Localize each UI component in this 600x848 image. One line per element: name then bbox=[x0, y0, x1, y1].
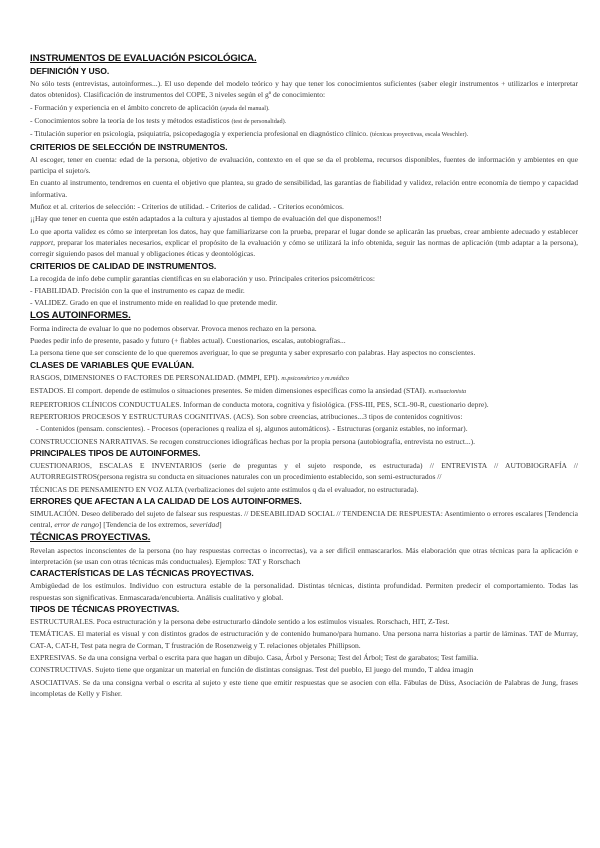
heading-tipos-tecnicas: TIPOS DE TÉCNICAS PROYECTIVAS. bbox=[30, 603, 180, 614]
paragraph: EXPRESIVAS. Se da una consigna verbal o escrita para que hagan un dibujo. Casa, Árbol y Persona; Test del Árbol; Test de garabatos; Test familia. bbox=[30, 652, 479, 662]
paragraph: La recogida de info debe cumplir garantías científicas en su elaboración y uso. Principales criterios psicométricos: bbox=[30, 273, 375, 283]
text-run: ] [Tendencia de los extremos, bbox=[98, 520, 188, 530]
italic-text: rapport bbox=[30, 237, 54, 247]
heading-criterios-seleccion: CRITERIOS DE SELECCIÓN DE INSTRUMENTOS. bbox=[30, 141, 228, 152]
note: m.psicométrico y m.médico bbox=[281, 374, 350, 382]
text-run: RASGOS, DIMENSIONES O FACTORES DE PERSONALIDAD. (MMPI, EPI). bbox=[30, 372, 280, 382]
heading-criterios-calidad: CRITERIOS DE CALIDAD DE INSTRUMENTOS. bbox=[30, 260, 217, 271]
paragraph: REPERTORIOS PROCESOS Y ESTRUCTURAS COGNITIVAS. (ACS). Son sobre creencias, atribuciones...3 tipos de contenidos cognitivos: bbox=[30, 412, 463, 422]
paragraph: - Contenidos (pensam. conscientes). - Procesos (operaciones q realiza el sj, algunos automáticos). - Estructuras (organiz estables, no informar). bbox=[36, 424, 468, 434]
paragraph bbox=[30, 508, 578, 530]
italic-text: severidad bbox=[189, 520, 220, 530]
paragraph: TEMÁTICAS. El material es visual y con distintos grados de estructuración y de contenido humano/para humano. Una persona narra historias a partir de láminas. TAT de Murray, CAT-A, CAT-H, Test pata negra de Corman, T frustración de Rosenzweig y T. relaciones objetales Phillipson. bbox=[30, 629, 578, 650]
note: m.situacionista bbox=[428, 388, 467, 396]
paragraph: - FIABILIDAD. Precisión con la que el instrumento es capaz de medir. bbox=[30, 285, 245, 295]
paragraph: CUESTIONARIOS, ESCALAS E INVENTARIOS (serie de preguntas y el sujeto responde, es estructurada) // ENTREVISTA // AUTOBIOGRAFÍA // AUTORREGISTROS(persona registra su conducta en situaciones naturales con un procedimiento establecido, son semi-estructurados // bbox=[30, 461, 578, 482]
paragraph: Ambigüedad de los estímulos. Individuo con estructura estable de la personalidad. Distintas técnicas, distinta profundidad. Permiten predecir el comportamiento. Todas las respuestas son significativas. Enmascarada/encubierta. Análisis cualitativo y global. bbox=[30, 581, 578, 602]
paragraph: La persona tiene que ser consciente de lo que queremos averiguar, lo que se pregunta y saber expresarlo con palabras. Hay aspectos no conscientes. bbox=[30, 348, 476, 358]
paragraph bbox=[30, 372, 578, 384]
paragraph: ¡¡Hay que tener en cuenta que estén adaptados a la cultura y ajustados al tiempo de evaluación del que disponemos!! bbox=[30, 214, 382, 224]
heading-tipos-autoinformes: PRINCIPALES TIPOS DE AUTOINFORMES. bbox=[30, 448, 201, 459]
paragraph: ASOCIATIVAS. Se da una consigna verbal o escrita al sujeto y este tiene que emitir respuestas que se asocien con ella. Fábulas de Düss, Asociación de Palabras de Jung, frases incompletas de Kelly y Fisher. bbox=[30, 677, 578, 698]
paragraph: CONSTRUCTIVAS. Sujeto tiene que organizar un material en función de distintas consignas. Test del pueblo, El juego del mundo, T aldea imagin bbox=[30, 665, 474, 675]
bullet-note: (test de personalidad). bbox=[231, 117, 287, 125]
text-run: ] bbox=[219, 520, 222, 530]
bullet-item bbox=[30, 128, 578, 140]
paragraph: En cuanto al instrumento, tendremos en cuenta el objetivo que plantea, su grado de sensibilidad, las garantías de fiabilidad y validez, relación entre economía de tiempo y capacidad informativa. bbox=[30, 178, 578, 199]
paragraph: CONSTRUCCIONES NARRATIVAS. Se recogen construcciones idiográficas hechas por la propia persona (autobiografía, entrevista no estruct...). bbox=[30, 436, 476, 446]
bullet-text: - Conocimientos sobre la teoría de los tests y métodos estadísticos bbox=[30, 115, 230, 125]
text-run: ESTADOS. El comport. depende de estímulos o situaciones presentes. Se miden dimensiones específicas como la ansiedad (STAI). bbox=[30, 386, 427, 396]
bullet-text: - Titulación superior en psicología, psiquiatría, psicopedagogía y experiencia profesional en diagnóstico clínico. bbox=[30, 129, 369, 139]
paragraph: Al escoger, tener en cuenta: edad de la persona, objetivo de evaluación, contexto en el que se da el problema, recursos disponibles, fuentes de información y ambientes en que participa el sujeto/s. bbox=[30, 154, 578, 175]
paragraph: No sólo tests (entrevistas, autoinformes...). El uso depende del modelo teórico y hay que tener los conocimientos suficientes (saber elegir instrumentos + utilizarlos e interpretar datos obtenidos). Clasificación de instrumentos del COPE, 3 niveles según el gº de conocimiento: bbox=[30, 79, 578, 100]
bullet-note: (ayuda del manual). bbox=[220, 104, 270, 112]
bullet-text: - Formación y experiencia en el ámbito concreto de aplicación bbox=[30, 102, 219, 112]
heading-errores: ERRORES QUE AFECTAN A LA CALIDAD DE LOS AUTOINFORMES. bbox=[30, 496, 302, 507]
document-page bbox=[30, 52, 578, 700]
text-run: Lo que aporta validez es cómo se interpretan los datos, hay que familiarizarse con la prueba, preparar el lugar donde se aplicarán las pruebas, crear ambiente adecuado y establecer bbox=[30, 226, 578, 236]
bullet-note: (técnicas proyectivas, escala Weschler). bbox=[369, 131, 469, 139]
paragraph: Puedes pedir info de presente, pasado y futuro (+ fiables actual). Cuestionarios, escalas, autobiografías... bbox=[30, 336, 346, 346]
document-title: INSTRUMENTOS DE EVALUACIÓN PSICOLÓGICA. bbox=[30, 53, 257, 64]
paragraph: - VALIDEZ. Grado en que el instrumento mide en realidad lo que pretende medir. bbox=[30, 298, 278, 308]
heading-autoinformes: LOS AUTOINFORMES. bbox=[30, 309, 131, 321]
bullet-item bbox=[30, 115, 578, 127]
bullet-item bbox=[30, 102, 578, 114]
paragraph: REPERTORIOS CLÍNICOS CONDUCTUALES. Informan de conducta motora, cognitiva y fisiológica. (FSS-III, PES, SCL-90-R, cuestionario depre). bbox=[30, 399, 489, 409]
paragraph: Forma indirecta de evaluar lo que no podemos observar. Provoca menos rechazo en la persona. bbox=[30, 323, 317, 333]
heading-tecnicas-proyectivas: TÉCNICAS PROYECTIVAS. bbox=[30, 531, 151, 543]
paragraph: ESTRUCTURALES. Poca estructuración y la persona debe estructurarlo dándole sentido a los estímulos visuales. Rorschach, HIT, Z-Test. bbox=[30, 616, 450, 626]
paragraph bbox=[30, 385, 578, 397]
paragraph: TÉCNICAS DE PENSAMIENTO EN VOZ ALTA (verbalizaciones del sujeto ante estímulos q da el evaluador, no estructurada). bbox=[30, 484, 419, 494]
text-run: , preparar los materiales necesarios, explicar el propósito de la evaluación y cómo se utilizará la info obtenida, seguir las normas de aplicación (tmb adaptar a la persona), corregir siguiendo pasos del manual y obligaciones éticas y deontológicas. bbox=[30, 237, 578, 259]
italic-text: error de rango bbox=[54, 520, 99, 530]
text-run: SIMULACIÓN. Deseo deliberado del sujeto de falsear sus respuestas. // DESEABILIDAD SOCIAL // TENDENCIA DE RESPUESTA: Asentimiento o errores escalares [Tendencia central, bbox=[30, 509, 578, 530]
heading-definicion: DEFINICIÓN Y USO. bbox=[30, 66, 110, 76]
heading-caracteristicas: CARACTERÍSTICAS DE LAS TÉCNICAS PROYECTIVAS. bbox=[30, 568, 254, 579]
paragraph bbox=[30, 226, 578, 260]
paragraph: Muñoz et al. criterios de selección: - Criterios de utilidad. - Criterios de calidad. - Criterios económicos. bbox=[30, 201, 344, 211]
heading-clases-variables: CLASES DE VARIABLES QUE EVALÚAN. bbox=[30, 359, 195, 370]
paragraph: Revelan aspectos inconscientes de la persona (no hay respuestas correctas o incorrectas), va a ser difícil enmascararlos. Más elaboración que otras técnicas para la aplicación e interpretación (se usan con otras técnicas más conductuales). Ejemplos: TAT y Rorschach bbox=[30, 545, 578, 566]
